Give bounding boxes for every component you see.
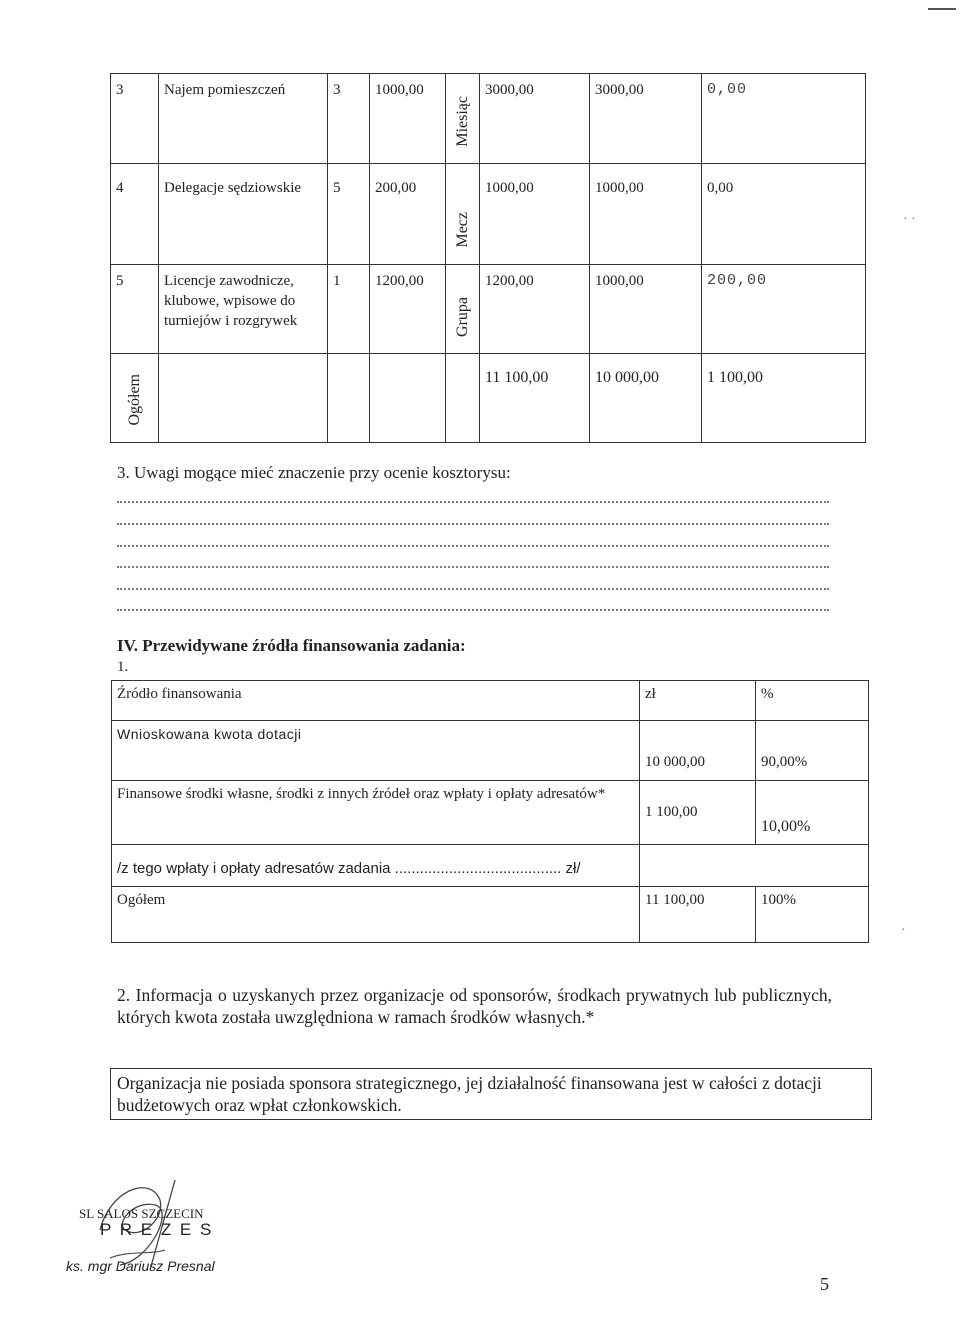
cell-unit-price: 1000,00 [370, 74, 446, 164]
cell-empty [328, 354, 370, 443]
cell-zl: 10 000,00 [640, 721, 756, 781]
stamp-org: SL SALOS SZCZECIN [79, 1206, 204, 1221]
total-row [112, 887, 869, 943]
cell-total: 1200,00 [480, 265, 590, 354]
cell-pct: 90,00% [756, 721, 869, 781]
dotted-line [117, 523, 829, 525]
cell-ztego: /z tego wpłaty i opłaty adresatów zadania ........................................ zł/ [112, 845, 640, 887]
cell-wlasne: 200,00 [702, 265, 866, 354]
cell-source: Wnioskowana kwota dotacji [112, 721, 640, 781]
table-header-row [112, 681, 869, 721]
cell-lp: 4 [111, 164, 159, 265]
funding-table [111, 680, 869, 943]
table-row [111, 164, 866, 265]
section-number: 1. [117, 659, 129, 675]
scan-speck: · [901, 923, 906, 938]
cell-unit-label: Miesiąc [446, 74, 480, 164]
cell-wlasne: 0,00 [702, 164, 866, 265]
cell-dotacja: 1000,00 [590, 164, 702, 265]
cell-lp: 5 [111, 265, 159, 354]
cell-total-pct: 100% [756, 887, 869, 943]
cell-unit-price: 1200,00 [370, 265, 446, 354]
remarks-title: 3. Uwagi mogące mieć znaczenie przy ocenie kosztorysu: [117, 463, 511, 482]
cell-total-label: Ogółem [111, 354, 159, 443]
stamp-role: P R E Z E S [100, 1220, 214, 1239]
cell-qty: 1 [328, 265, 370, 354]
cost-table [110, 73, 866, 443]
header-source: Źródło finansowania [112, 681, 640, 721]
cell-wlasne-sum: 1 100,00 [702, 354, 866, 443]
dotted-line [117, 609, 829, 611]
table-row [112, 781, 869, 845]
cell-name: Delegacje sędziowskie [159, 164, 328, 265]
corner-mark [928, 8, 956, 10]
cell-empty [370, 354, 446, 443]
cell-dotacja-sum: 10 000,00 [590, 354, 702, 443]
cell-empty [756, 845, 869, 887]
table-row [112, 721, 869, 781]
cell-empty [446, 354, 480, 443]
cell-name: Licencje zawodnicze, klubowe, wpisowe do turniejów i rozgrywek [159, 265, 328, 354]
cell-qty: 3 [328, 74, 370, 164]
cell-total-label: Ogółem [112, 887, 640, 943]
cell-empty [159, 354, 328, 443]
cell-unit-price: 200,00 [370, 164, 446, 265]
cell-zl: 1 100,00 [640, 781, 756, 845]
section-title: IV. Przewidywane źródła finansowania zadania: [117, 636, 466, 655]
cell-dotacja: 3000,00 [590, 74, 702, 164]
stamp-person: ks. mgr Dariusz Presnal [66, 1258, 215, 1274]
cell-wlasne: 0,00 [702, 74, 866, 164]
header-zl: zł [640, 681, 756, 721]
dotted-line [117, 501, 829, 503]
cell-total-sum: 11 100,00 [480, 354, 590, 443]
sponsor-info-text: 2. Informacja o uzyskanych przez organizacje od sponsorów, środkach prywatnych lub publicznych, których kwota została uwzględniona w ramach środków własnych.* [117, 985, 832, 1027]
cell-lp: 3 [111, 74, 159, 164]
cell-qty: 5 [328, 164, 370, 265]
cell-unit-label: Grupa [446, 265, 480, 354]
cell-empty [640, 845, 756, 887]
dotted-line [117, 588, 829, 590]
scan-speck: · · [903, 212, 916, 227]
table-row [112, 845, 869, 887]
cell-total: 3000,00 [480, 74, 590, 164]
dotted-line [117, 545, 829, 547]
table-row [111, 74, 866, 164]
cell-total-zl: 11 100,00 [640, 887, 756, 943]
cell-name: Najem pomieszczeń [159, 74, 328, 164]
cell-dotacja: 1000,00 [590, 265, 702, 354]
sponsor-box: Organizacja nie posiada sponsora strategicznego, jej działalność finansowana jest w całości z dotacji budżetowych oraz wpłat członkowskich. [110, 1068, 872, 1120]
cell-pct: 10,00% [756, 781, 869, 845]
total-row [111, 354, 866, 443]
cell-unit-label: Mecz [446, 164, 480, 265]
table-row [111, 265, 866, 354]
cell-source: Finansowe środki własne, środki z innych źródeł oraz wpłaty i opłaty adresatów* [112, 781, 640, 845]
header-pct: % [756, 681, 869, 721]
cell-total: 1000,00 [480, 164, 590, 265]
page-number: 5 [820, 1274, 829, 1294]
dotted-line [117, 566, 829, 568]
